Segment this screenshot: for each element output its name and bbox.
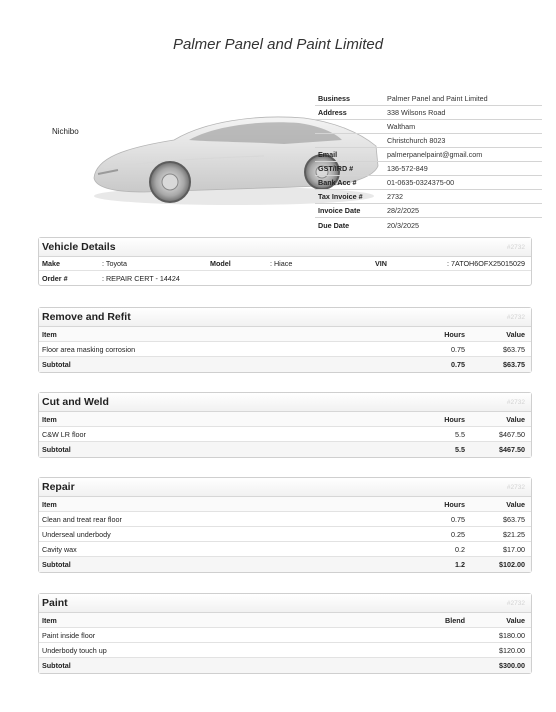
table-row: [39, 643, 531, 658]
table-header-row: [39, 327, 531, 342]
business-info-value: 136-572-849: [387, 164, 428, 173]
business-info-table: [315, 92, 542, 232]
item-description: Cavity wax: [42, 544, 77, 554]
column-header-value: Value: [506, 615, 525, 625]
column-header-mid: Hours: [444, 414, 465, 424]
vehicle-row: [39, 257, 531, 271]
business-info-row: [315, 148, 542, 162]
invoice-ref: #2732: [506, 599, 525, 607]
section-title: Repair: [42, 481, 75, 493]
business-info-value: Christchurch 8023: [387, 136, 446, 145]
business-info-value: Palmer Panel and Paint Limited: [387, 94, 488, 103]
column-header-item: Item: [42, 329, 57, 339]
section-header: [39, 594, 531, 613]
subtotal-label: Subtotal: [42, 360, 71, 369]
item-value: $21.25: [503, 529, 525, 539]
table-row: [39, 342, 531, 357]
item-quantity: 0.75: [451, 344, 465, 354]
business-info-value: 338 Wilsons Road: [387, 108, 446, 117]
line-items-section: [38, 307, 532, 373]
column-header-value: Value: [506, 329, 525, 339]
subtotal-label: Subtotal: [42, 445, 71, 454]
table-row: [39, 527, 531, 542]
table-header-row: [39, 613, 531, 628]
item-value: $63.75: [503, 344, 525, 354]
vehicle-row: [39, 271, 531, 285]
business-info-label: Address: [318, 108, 347, 117]
subtotal-quantity: 5.5: [455, 445, 465, 454]
business-info-row: [315, 204, 542, 218]
customer-name: Nichibo: [52, 127, 79, 136]
line-items-section: [38, 477, 532, 573]
column-header-item: Item: [42, 615, 57, 625]
business-info-value: 2732: [387, 192, 403, 201]
subtotal-value: $63.75: [503, 360, 525, 369]
column-header-mid: Hours: [444, 329, 465, 339]
subtotal-quantity: 1.2: [455, 560, 465, 569]
column-header-mid: Blend: [445, 615, 465, 625]
item-quantity: 0.2: [455, 544, 465, 554]
business-info-value: palmerpanelpaint@gmail.com: [387, 150, 483, 159]
item-description: Clean and treat rear floor: [42, 514, 122, 524]
column-header-mid: Hours: [444, 499, 465, 509]
business-info-row: [315, 190, 542, 204]
item-quantity: 0.75: [451, 514, 465, 524]
table-row: [39, 427, 531, 442]
item-description: Underbody touch up: [42, 645, 107, 655]
item-quantity: 0.25: [451, 529, 465, 539]
business-info-row: [315, 120, 542, 134]
subtotal-label: Subtotal: [42, 560, 71, 569]
subtotal-label: Subtotal: [42, 661, 71, 670]
business-info-label: Invoice Date: [318, 206, 361, 215]
business-info-value: 20/3/2025: [387, 220, 419, 230]
section-header: [39, 238, 531, 257]
order-label: Order #: [42, 273, 68, 283]
column-header-value: Value: [506, 414, 525, 424]
subtotal-row: [39, 442, 531, 457]
column-header-item: Item: [42, 499, 57, 509]
subtotal-row: [39, 658, 531, 673]
table-header-row: [39, 412, 531, 427]
item-description: C&W LR floor: [42, 429, 86, 439]
item-description: Floor area masking corrosion: [42, 344, 136, 354]
business-info-label: Bank Acc #: [318, 178, 357, 187]
table-row: [39, 542, 531, 557]
business-info-row: [315, 106, 542, 120]
item-description: Paint inside floor: [42, 630, 96, 640]
business-info-label: Business: [318, 94, 350, 103]
business-info-label: Due Date: [318, 220, 350, 230]
table-header-row: [39, 497, 531, 512]
table-row: [39, 512, 531, 527]
section-title: Paint: [42, 597, 68, 609]
business-info-value: Waltham: [387, 122, 416, 131]
business-info-label: GST/IRD #: [318, 164, 354, 173]
item-value: $467.50: [499, 429, 525, 439]
line-items-section: [38, 593, 532, 674]
item-value: $63.75: [503, 514, 525, 524]
vin-label: VIN: [375, 259, 387, 268]
vin-value: : 7ATOH6OFX25015029: [446, 259, 525, 268]
line-items-section: [38, 392, 532, 458]
invoice-ref: #2732: [506, 483, 525, 491]
item-quantity: 5.5: [455, 429, 465, 439]
column-header-item: Item: [42, 414, 57, 424]
business-info-value: 28/2/2025: [387, 206, 419, 215]
vehicle-details-section: [38, 237, 532, 286]
invoice-ref: #2732: [506, 398, 525, 406]
subtotal-value: $102.00: [499, 560, 525, 569]
make-label: Make: [42, 259, 60, 268]
item-value: $17.00: [503, 544, 525, 554]
item-value: $120.00: [499, 645, 525, 655]
section-header: [39, 308, 531, 327]
section-header: [39, 478, 531, 497]
subtotal-row: [39, 557, 531, 572]
business-info-label: Tax Invoice #: [318, 192, 363, 201]
item-value: $180.00: [499, 630, 525, 640]
item-description: Underseal underbody: [42, 529, 111, 539]
business-info-label: Email: [318, 150, 338, 159]
section-title: Vehicle Details: [42, 241, 116, 253]
column-header-value: Value: [506, 499, 525, 509]
model-value: : Hiace: [270, 259, 293, 268]
subtotal-value: $467.50: [499, 445, 525, 454]
business-info-row: [315, 162, 542, 176]
business-info-row: [315, 176, 542, 190]
table-row: [39, 628, 531, 643]
section-title: Remove and Refit: [42, 311, 131, 323]
make-value: : Toyota: [102, 259, 128, 268]
subtotal-quantity: 0.75: [451, 360, 465, 369]
section-title: Cut and Weld: [42, 396, 109, 408]
section-header: [39, 393, 531, 412]
subtotal-row: [39, 357, 531, 372]
page-title: Palmer Panel and Paint Limited: [172, 36, 384, 53]
invoice-ref: #2732: [506, 313, 525, 321]
business-info-value: 01-0635-0324375-00: [387, 178, 455, 187]
model-label: Model: [210, 259, 231, 268]
business-info-row: [315, 92, 542, 106]
business-info-row: [315, 134, 542, 148]
business-info-row: [315, 218, 542, 232]
invoice-ref: #2732: [506, 243, 525, 251]
order-value: : REPAIR CERT - 14424: [102, 273, 180, 283]
subtotal-value: $300.00: [499, 661, 525, 670]
